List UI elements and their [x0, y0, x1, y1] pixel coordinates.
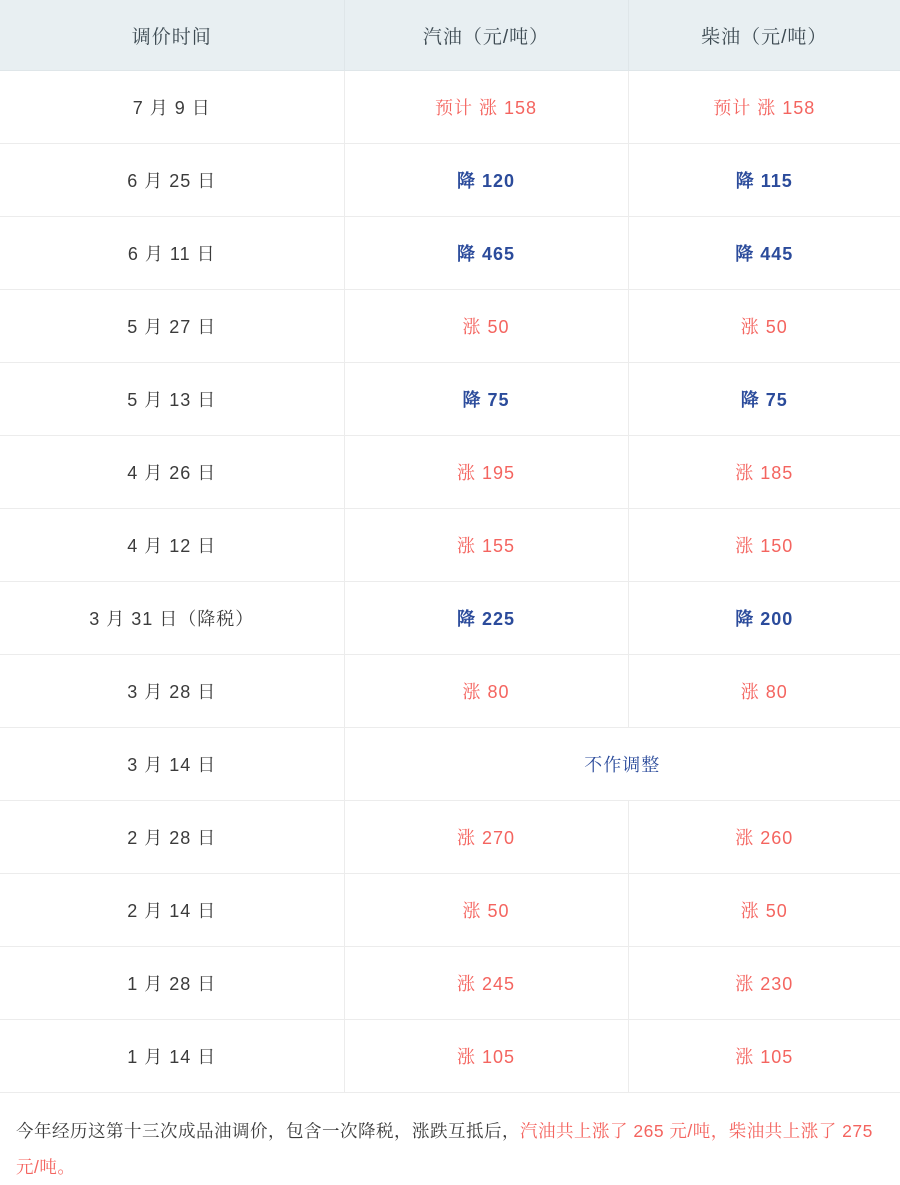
cell-diesel-value: 涨 230	[628, 947, 900, 1020]
footer-text-part1: 今年经历这第十三次成品油调价，包含一次降税，涨跌互抵后，	[16, 1121, 520, 1141]
cell-gasoline-value: 涨 105	[344, 1020, 628, 1093]
table-row	[0, 509, 900, 582]
cell-gasoline-value: 降 465	[344, 217, 628, 290]
table-row	[0, 217, 900, 290]
table-row	[0, 363, 900, 436]
cell-diesel-value: 降 115	[628, 144, 900, 217]
footer-text-highlight: 汽油共上涨了 265 元/吨，柴油共上涨了 275 元/吨。	[16, 1121, 873, 1177]
column-header-diesel: 柴油（元/吨）	[628, 0, 900, 71]
cell-gasoline-value: 预计 涨 158	[344, 71, 628, 144]
table-row	[0, 874, 900, 947]
table-row	[0, 1020, 900, 1093]
table-row	[0, 71, 900, 144]
cell-gasoline-value: 涨 80	[344, 655, 628, 728]
cell-diesel-value: 涨 105	[628, 1020, 900, 1093]
cell-date: 1 月 28 日	[0, 947, 344, 1020]
cell-date: 3 月 31 日（降税）	[0, 582, 344, 655]
table-header-row	[0, 0, 900, 71]
cell-gasoline-value: 涨 270	[344, 801, 628, 874]
table-row	[0, 801, 900, 874]
cell-gasoline-value: 涨 245	[344, 947, 628, 1020]
column-header-gasoline: 汽油（元/吨）	[344, 0, 628, 71]
cell-date: 3 月 14 日	[0, 728, 344, 801]
cell-date: 6 月 25 日	[0, 144, 344, 217]
cell-date: 1 月 14 日	[0, 1020, 344, 1093]
cell-date: 2 月 28 日	[0, 801, 344, 874]
cell-gasoline-value: 涨 50	[344, 874, 628, 947]
cell-diesel-value: 降 445	[628, 217, 900, 290]
table-row	[0, 436, 900, 509]
table-row	[0, 144, 900, 217]
column-header-date: 调价时间	[0, 0, 344, 71]
cell-date: 3 月 28 日	[0, 655, 344, 728]
table-row	[0, 728, 900, 801]
cell-date: 4 月 26 日	[0, 436, 344, 509]
cell-gasoline-value: 涨 195	[344, 436, 628, 509]
cell-gasoline-value: 降 75	[344, 363, 628, 436]
cell-date: 7 月 9 日	[0, 71, 344, 144]
cell-gasoline-value: 涨 50	[344, 290, 628, 363]
table-row	[0, 655, 900, 728]
cell-date: 6 月 11 日	[0, 217, 344, 290]
cell-merged-value: 不作调整	[344, 728, 900, 801]
cell-date: 4 月 12 日	[0, 509, 344, 582]
table-body	[0, 71, 900, 1093]
cell-gasoline-value: 降 120	[344, 144, 628, 217]
table-row	[0, 290, 900, 363]
table-row	[0, 582, 900, 655]
cell-date: 5 月 27 日	[0, 290, 344, 363]
cell-diesel-value: 涨 150	[628, 509, 900, 582]
cell-diesel-value: 涨 50	[628, 874, 900, 947]
cell-diesel-value: 涨 80	[628, 655, 900, 728]
cell-diesel-value: 预计 涨 158	[628, 71, 900, 144]
cell-date: 5 月 13 日	[0, 363, 344, 436]
cell-gasoline-value: 涨 155	[344, 509, 628, 582]
cell-diesel-value: 涨 260	[628, 801, 900, 874]
cell-diesel-value: 涨 185	[628, 436, 900, 509]
cell-diesel-value: 降 200	[628, 582, 900, 655]
table-header	[0, 0, 900, 71]
cell-diesel-value: 降 75	[628, 363, 900, 436]
cell-gasoline-value: 降 225	[344, 582, 628, 655]
table-row	[0, 947, 900, 1020]
cell-date: 2 月 14 日	[0, 874, 344, 947]
footer-summary	[0, 1093, 900, 1185]
cell-diesel-value: 涨 50	[628, 290, 900, 363]
